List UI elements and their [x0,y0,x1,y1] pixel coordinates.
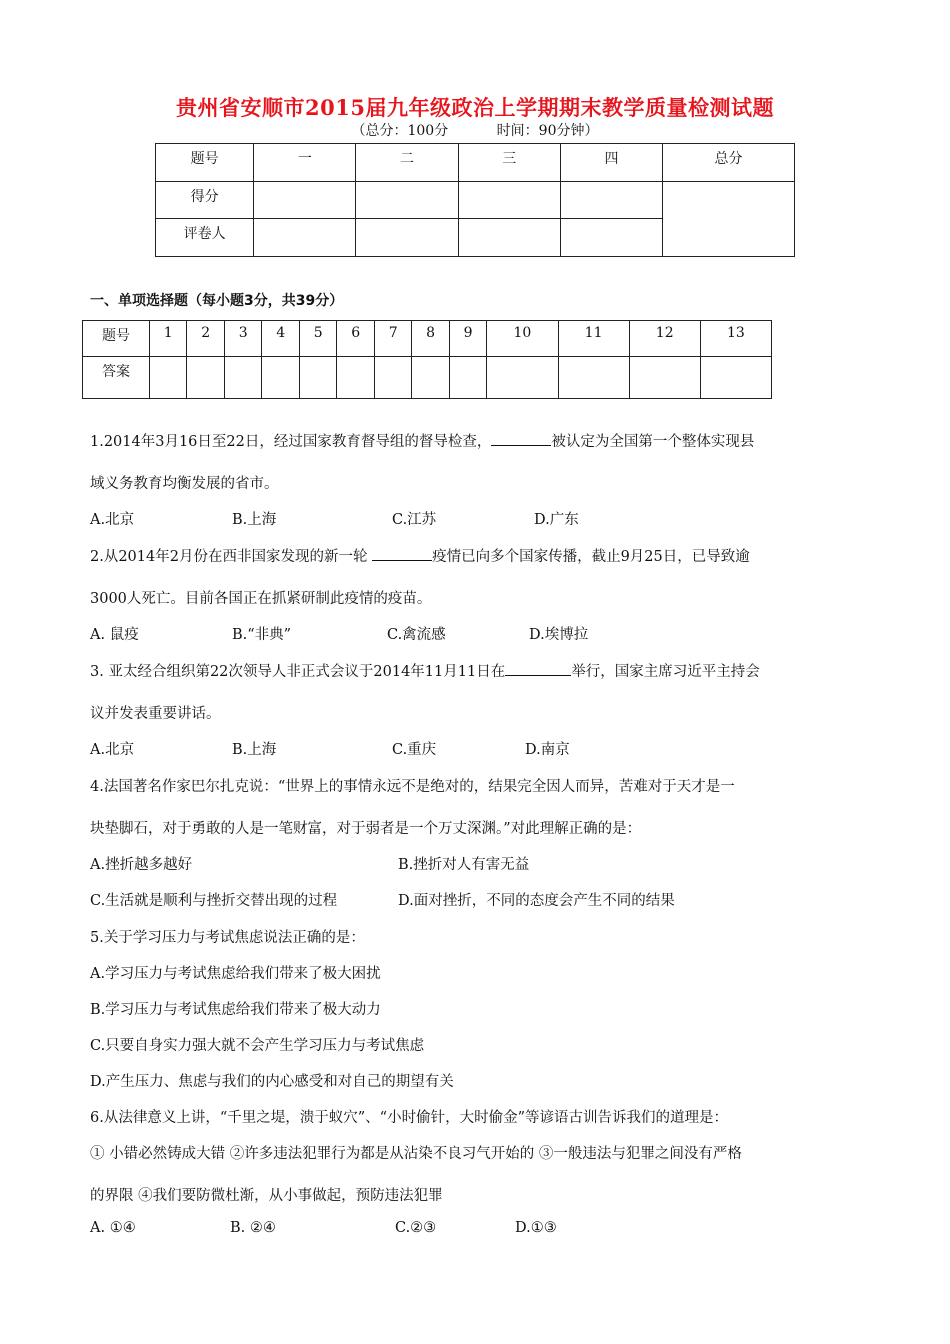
answer-cell [629,357,700,399]
option-d: D.①③ [515,1220,557,1236]
question-number: 1 [150,321,187,357]
grader-cell [254,219,356,257]
answer-table-header: 题号 [83,321,150,357]
question-5: 5.关于学习压力与考试焦虑说法正确的是： [90,930,365,946]
question-1-cont: 域义务教育均衡发展的省市。 [90,476,279,492]
exam-title: 贵州省安顺市2015届九年级政治上学期期末教学质量检测试题 [176,95,774,120]
option-c: C.江苏 [392,512,437,528]
score-table [155,143,795,257]
option-b: B.“非典” [232,627,292,643]
question-number: 5 [299,321,336,357]
answer-cell [449,357,486,399]
question-number: 3 [224,321,261,357]
question-4-options-row1 [90,853,529,874]
score-row-label: 得分 [156,182,254,219]
answer-blank [372,546,432,561]
total-score-label: （总分：100分 [351,123,449,139]
question-number: 7 [374,321,411,357]
answer-table [82,320,772,399]
option-a: A.挫折越多越好 [90,857,193,873]
exam-subtitle [0,120,950,140]
option-a: A.北京 [90,742,135,758]
answer-cell [262,357,299,399]
score-cell [356,182,458,219]
answer-cell [487,357,558,399]
question-number: 8 [412,321,449,357]
question-number: 13 [700,321,771,357]
option-b: B.学习压力与考试焦虑给我们带来了极大动力 [90,1002,381,1018]
option-a: A. ①④ [90,1220,136,1236]
option-b: B.挫折对人有害无益 [398,857,530,873]
answer-cell [374,357,411,399]
question-2-cont: 3000人死亡。目前各国正在抓紧研制此疫情的疫苗。 [90,591,432,607]
score-cell [254,182,356,219]
question-6-statements-cont: 的界限 ④我们要防微杜渐，从小事做起，预防违法犯罪 [90,1188,443,1204]
option-b: B.上海 [232,742,277,758]
answer-cell [224,357,261,399]
grader-cell [560,219,662,257]
answer-cell [299,357,336,399]
score-table-header: 题号 [156,144,254,182]
grader-cell [356,219,458,257]
answer-blank [491,431,551,446]
question-number: 11 [558,321,629,357]
option-c: C.禽流感 [387,627,446,643]
question-4: 4.法国著名作家巴尔扎克说：“世界上的事情永远不是绝对的，结果完全因人而异，苦难对于天才是一 [90,779,735,795]
question-1 [90,430,754,451]
option-c: C.只要自身实力强大就不会产生学习压力与考试焦虑 [90,1038,425,1054]
question-number: 4 [262,321,299,357]
question-number: 2 [187,321,224,357]
option-c: C.②③ [395,1220,437,1236]
option-a: A.北京 [90,512,135,528]
question-4-options-row2 [90,889,675,910]
question-2-text-a: 2.从2014年2月份在西非国家发现的新一轮 [90,549,368,565]
time-label: 时间：90分钟） [496,123,599,139]
grader-cell [458,219,560,257]
option-c: C.生活就是顺利与挫折交替出现的过程 [90,893,338,909]
answer-cell [558,357,629,399]
question-number: 12 [629,321,700,357]
question-1-text-a: 1.2014年3月16日至22日，经过国家教育督导组的督导检查， [90,434,492,450]
answer-cell [700,357,771,399]
option-b: B. ②④ [230,1220,276,1236]
answer-blank [505,661,571,676]
question-3-cont: 议并发表重要讲话。 [90,706,221,722]
question-2-text-b: 疫情已向多个国家传播，截止9月25日，已导致逾 [432,549,750,565]
question-2-options [90,623,588,644]
score-cell [458,182,560,219]
question-6-statements: ① 小错必然铸成大错 ②许多违法犯罪行为都是从沾染不良习气开始的 ③一般违法与犯罪之间没有严格 [90,1146,742,1162]
section-1-heading: 一、单项选择题（每小题3分，共39分） [90,293,344,309]
answer-cell [150,357,187,399]
score-col-total: 总分 [663,144,795,182]
question-number: 10 [487,321,558,357]
option-d: D.产生压力、焦虑与我们的内心感受和对自己的期望有关 [90,1074,454,1090]
question-3-text-a: 3. 亚太经合组织第22次领导人非正式会议于2014年11月11日在 [90,664,506,680]
question-6-options [90,1220,557,1236]
option-d: D.广东 [534,512,579,528]
total-score-cell [663,182,795,257]
question-number: 6 [337,321,374,357]
option-a: A.学习压力与考试焦虑给我们带来了极大困扰 [90,966,381,982]
question-2 [90,545,750,566]
option-c: C.重庆 [392,742,437,758]
question-3-options [90,738,570,759]
question-6: 6.从法律意义上讲，“千里之堤，溃于蚁穴”、“小时偷针，大时偷金”等谚语古训告诉我们的道理是： [90,1110,728,1126]
score-col-3: 三 [458,144,560,182]
score-cell [560,182,662,219]
option-a: A. 鼠疫 [90,627,139,643]
score-col-4: 四 [560,144,662,182]
answer-row-label: 答案 [83,357,150,399]
option-d: D.埃博拉 [529,627,589,643]
answer-cell [412,357,449,399]
question-4-cont: 块垫脚石，对于勇敢的人是一笔财富，对于弱者是一个万丈深渊。”对此理解正确的是： [90,821,642,837]
answer-cell [187,357,224,399]
grader-row-label: 评卷人 [156,219,254,257]
question-1-options [90,508,579,529]
question-number: 9 [449,321,486,357]
score-col-2: 二 [356,144,458,182]
option-b: B.上海 [232,512,277,528]
question-3 [90,660,760,681]
option-d: D.面对挫折，不同的态度会产生不同的结果 [398,893,675,909]
question-3-text-b: 举行，国家主席习近平主持会 [571,664,760,680]
option-d: D.南京 [525,742,570,758]
question-1-text-b: 被认定为全国第一个整体实现县 [551,434,755,450]
answer-cell [337,357,374,399]
score-col-1: 一 [254,144,356,182]
